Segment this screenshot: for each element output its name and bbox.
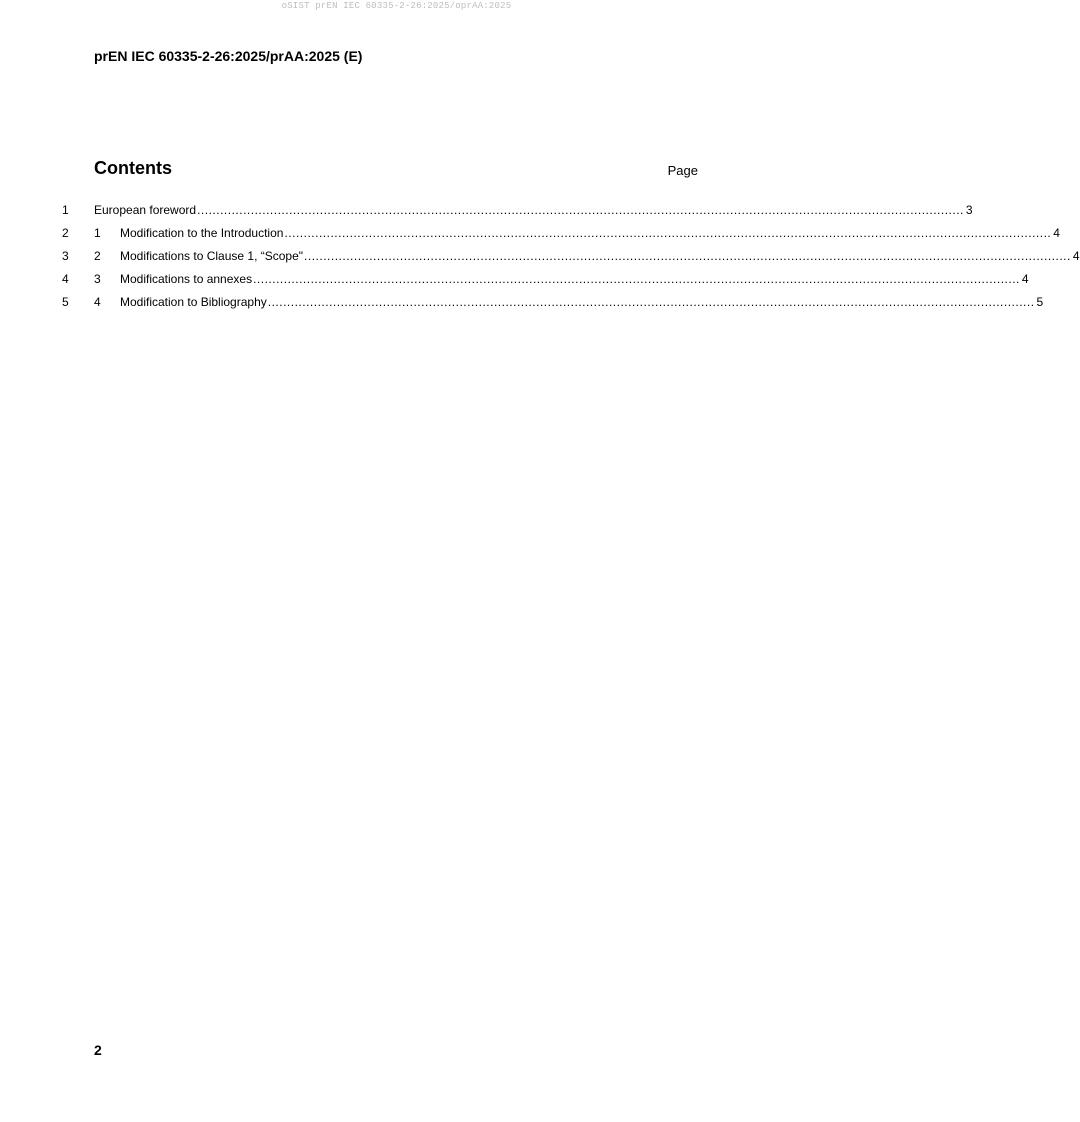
toc-page-number: 4 xyxy=(1021,272,1029,286)
toc-entry xyxy=(94,202,973,219)
toc-entry xyxy=(94,248,1080,265)
toc-page-number: 3 xyxy=(965,203,973,217)
watermark: oSIST prEN IEC 60335-2-26:2025/oprAA:2025 xyxy=(281,1,512,11)
line-number: 5 xyxy=(62,295,69,309)
toc-entry-european-foreword[interactable] xyxy=(0,200,973,223)
line-number: 2 xyxy=(62,226,69,240)
toc-entry-title[interactable]: Modification to the Introduction xyxy=(120,226,284,240)
clause-number: 1 xyxy=(94,226,101,240)
clause-number: 2 xyxy=(94,249,101,263)
line-number: 3 xyxy=(62,249,69,263)
contents-heading: Contents xyxy=(94,158,172,178)
table-of-contents xyxy=(0,200,1080,315)
clause-number: 4 xyxy=(94,295,101,309)
toc-entry-title[interactable]: European foreword xyxy=(94,203,197,217)
line-number: 1 xyxy=(62,203,69,217)
toc-entry-title[interactable]: Modifications to annexes xyxy=(120,272,253,286)
toc-page-number: 4 xyxy=(1072,249,1080,263)
toc-entry-title[interactable]: Modifications to Clause 1, “Scope" xyxy=(120,249,304,263)
dot-leader: ........................................................................................................................................................................................................ xyxy=(197,203,964,217)
line-number: 4 xyxy=(62,272,69,286)
page-column-label: Page xyxy=(667,163,698,178)
toc-entry-scope[interactable] xyxy=(0,246,1080,269)
toc-page-number: 5 xyxy=(1036,295,1044,309)
dot-leader: ........................................................................................................................................................................................................ xyxy=(304,249,1071,263)
toc-entry-title[interactable]: Modification to Bibliography xyxy=(120,295,267,309)
footer-page-number: 2 xyxy=(94,1042,102,1058)
clause-number: 3 xyxy=(94,272,101,286)
toc-page-number: 4 xyxy=(1053,226,1060,240)
toc-entry-bibliography[interactable] xyxy=(0,292,1044,315)
document-header: prEN IEC 60335-2-26:2025/prAA:2025 (E) xyxy=(94,48,363,64)
dot-leader: ........................................................................................................................................................................................................ xyxy=(267,295,1035,309)
toc-entry xyxy=(94,225,1060,242)
dot-leader: ........................................................................................................................................................................................................ xyxy=(284,226,1052,240)
toc-entry-introduction[interactable] xyxy=(0,223,1060,246)
dot-leader: ........................................................................................................................................................................................................ xyxy=(253,272,1020,286)
toc-entry xyxy=(94,271,1029,288)
toc-entry-annexes[interactable] xyxy=(0,269,1029,292)
toc-entry xyxy=(94,294,1044,311)
